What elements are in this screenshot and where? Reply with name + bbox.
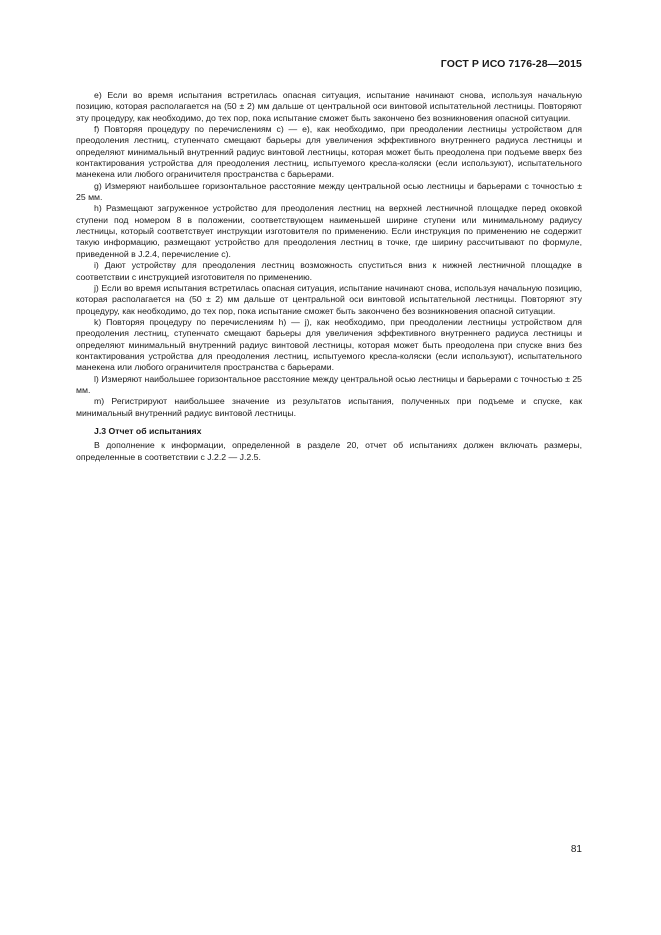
paragraph-g: g) Измеряют наибольшее горизонтальное расстояние между центральной осью лестницы и барьерами с точностью ± 25 мм. bbox=[76, 180, 582, 203]
page-number: 81 bbox=[570, 844, 582, 855]
paragraph-j: j) Если во время испытания встретилась опасная ситуация, испытание начинают снова, используя начальную позицию, которая располагается на (50 ± 2) мм дальше от центральной оси винтовой испытательной лестницы. Повторяют эту процедуру, как необходимо, до тех пор, пока испытание сможет быть закончено без возникновения опасной ситуации. bbox=[76, 282, 582, 316]
section-body: В дополнение к информации, определенной в разделе 20, отчет об испытаниях должен включать размеры, определенные в соответствии с J.2.2 — J.2.5. bbox=[76, 440, 582, 462]
document-body bbox=[76, 90, 582, 463]
paragraph-m: m) Регистрируют наибольшее значение из результатов испытания, полученных при подъеме и спуске, как минимальный внутренний радиус винтовой лестницы. bbox=[76, 396, 582, 418]
paragraph-l: l) Измеряют наибольшее горизонтальное расстояние между центральной осью лестницы и барьерами с точностью ± 25 мм. bbox=[76, 373, 582, 395]
paragraph-h: h) Размещают загруженное устройство для преодоления лестниц на верхней лестничной площадке перед оковкой ступени под номером 8 в положении, соответствующем наименьшей ширине ступени или минимальному радиусу лестницы, который соответствует инструкции изготовителя по применению. Если инструкция по применению не содержит такую информацию, размещают устройство для преодоления лестниц в точке, где ширину рассчитывают по формуле, приведенной в J.2.4, перечисление c). bbox=[76, 203, 582, 259]
paragraph-i: i) Дают устройству для преодоления лестниц возможность спуститься вниз к нижней лестничной площадке в соответствии с инструкцией изготовителя по применению. bbox=[76, 260, 582, 282]
document-header: ГОСТ Р ИСО 7176-28—2015 bbox=[440, 58, 582, 70]
section-heading: J.3 Отчет об испытаниях bbox=[94, 425, 202, 436]
paragraph-e: e) Если во время испытания встретилась опасная ситуация, испытание начинают снова, используя начальную позицию, которая располагается на (50 ± 2) мм дальше от центральной оси винтовой испытательной лестницы. Повторяют эту процедуру, как необходимо, до тех пор, пока испытание сможет быть закончено без возникновения опасной ситуации. bbox=[76, 90, 582, 123]
paragraph-k: k) Повторяя процедуру по перечислениям h) — j), как необходимо, при преодолении лестницы устройством для преодоления лестниц, ступенчато смещают барьеры для увеличения эффективного внутреннего радиуса лестницы и определяют минимальный внутренний радиус винтовой лестницы, которая может быть преодолена при спуске вниз без контактирования устройства для преодоления лестниц, испытуемого кресла-коляски (если используют), испытательного манекена или любого ограничителя пространства с барьерами. bbox=[76, 316, 582, 373]
paragraph-f: f) Повторяя процедуру по перечислениям c) — e), как необходимо, при преодолении лестницы устройством для преодоления лестниц, ступенчато смещают барьеры для увеличения эффективного внутреннего радиуса лестницы и определяют минимальный внутренний радиус винтовой лестницы, которая может быть преодолена при подъеме вверх без контактирования устройства для преодоления лестниц, испытуемого кресла-коляски (если используют), испытательного манекена или любого ограничителя пространства с барьерами. bbox=[76, 124, 582, 180]
